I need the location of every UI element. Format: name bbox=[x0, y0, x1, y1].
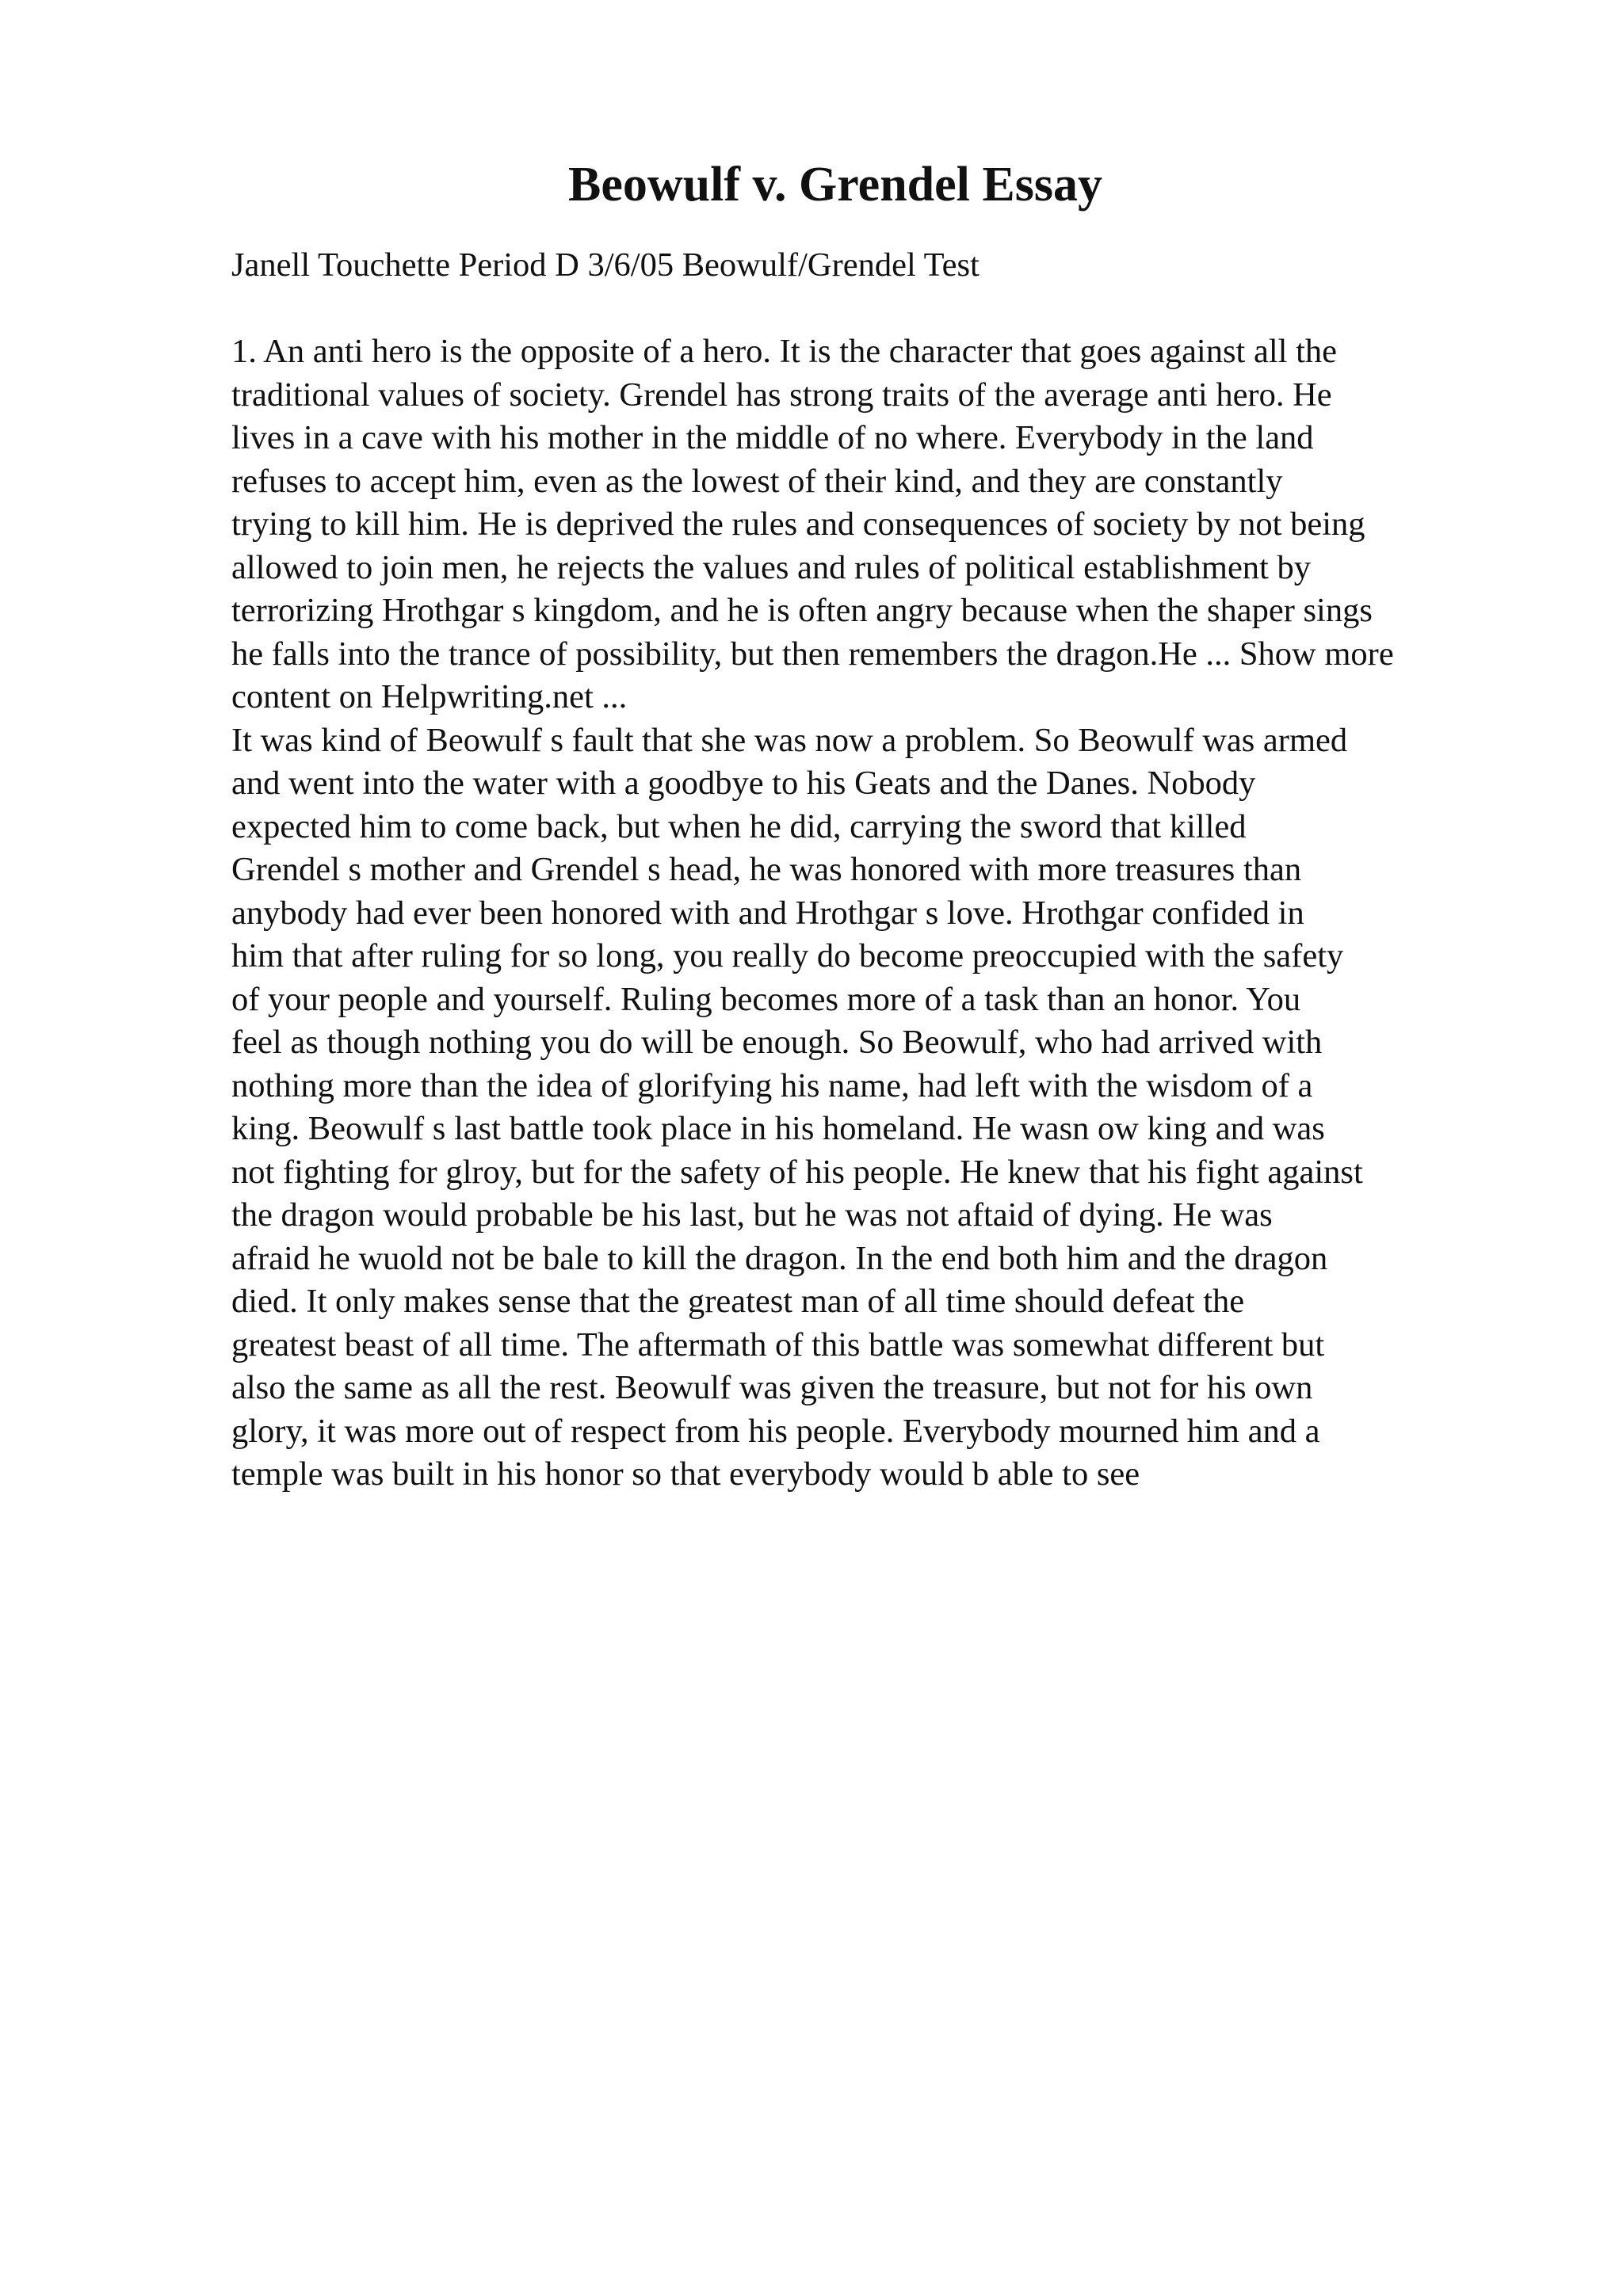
paragraph-2 bbox=[231, 719, 1531, 1497]
text-line: anybody had ever been honored with and Hrothgar s love. Hrothgar confided in bbox=[231, 894, 1304, 932]
paragraph-spacer bbox=[231, 288, 1531, 331]
text-line: trying to kill him. He is deprived the rules and consequences of society by not being bbox=[231, 505, 1365, 543]
paragraph-1 bbox=[231, 330, 1531, 719]
text-line: feel as though nothing you do will be enough. So Beowulf, who had arrived with bbox=[231, 1024, 1323, 1061]
text-line: of your people and yourself. Ruling becomes more of a task than an honor. You bbox=[231, 980, 1301, 1018]
text-line: afraid he wuold not be bale to kill the dragon. In the end both him and the dragon bbox=[231, 1239, 1328, 1277]
byline: Janell Touchette Period D 3/6/05 Beowulf/Grendel Test bbox=[231, 246, 980, 284]
text-line: allowed to join men, he rejects the values and rules of political establishment by bbox=[231, 548, 1311, 586]
text-line: him that after ruling for so long, you really do become preoccupied with the safety bbox=[231, 937, 1344, 974]
text-line: temple was built in his honor so that everybody would b able to see bbox=[231, 1455, 1140, 1493]
document-title: Beowulf v. Grendel Essay bbox=[567, 158, 1103, 212]
text-line: 1. An anti hero is the opposite of a hero. It is the character that goes against all the bbox=[231, 333, 1337, 370]
text-line: expected him to come back, but when he did, carrying the sword that killed bbox=[231, 807, 1247, 845]
text-line: and went into the water with a goodbye to his Geats and the Danes. Nobody bbox=[231, 765, 1256, 802]
text-line: also the same as all the rest. Beowulf was given the treasure, but not for his own bbox=[231, 1369, 1313, 1406]
text-line: greatest beast of all time. The aftermath of this battle was somewhat different but bbox=[231, 1325, 1325, 1363]
text-line: Grendel s mother and Grendel s head, he was honored with more treasures than bbox=[231, 851, 1302, 888]
text-line: traditional values of society. Grendel has strong traits of the average anti hero. He bbox=[231, 376, 1332, 414]
text-line: the dragon would probable be his last, but he was not aftaid of dying. He was bbox=[231, 1196, 1273, 1234]
text-line: It was kind of Beowulf s fault that she was now a problem. So Beowulf was armed bbox=[231, 721, 1348, 759]
text-line: he falls into the trance of possibility, but then remembers the dragon.He ... Show more bbox=[231, 635, 1394, 673]
text-line: died. It only makes sense that the greatest man of all time should defeat the bbox=[231, 1283, 1245, 1320]
text-line: content on Helpwriting.net ... bbox=[231, 678, 628, 715]
text-line: lives in a cave with his mother in the middle of no where. Everybody in the land bbox=[231, 419, 1314, 456]
text-line: not fighting for glroy, but for the safety of his people. He knew that his fight against bbox=[231, 1153, 1363, 1191]
text-line: glory, it was more out of respect from his people. Everybody mourned him and a bbox=[231, 1412, 1320, 1450]
text-line: king. Beowulf s last battle took place in his homeland. He wasn ow king and was bbox=[231, 1110, 1325, 1147]
document-body bbox=[231, 244, 1531, 1497]
text-line: refuses to accept him, even as the lowest of their kind, and they are constantly bbox=[231, 462, 1283, 500]
text-line: terrorizing Hrothgar s kingdom, and he is often angry because when the shaper sings bbox=[231, 592, 1373, 629]
text-line: nothing more than the idea of glorifying his name, had left with the wisdom of a bbox=[231, 1066, 1313, 1104]
